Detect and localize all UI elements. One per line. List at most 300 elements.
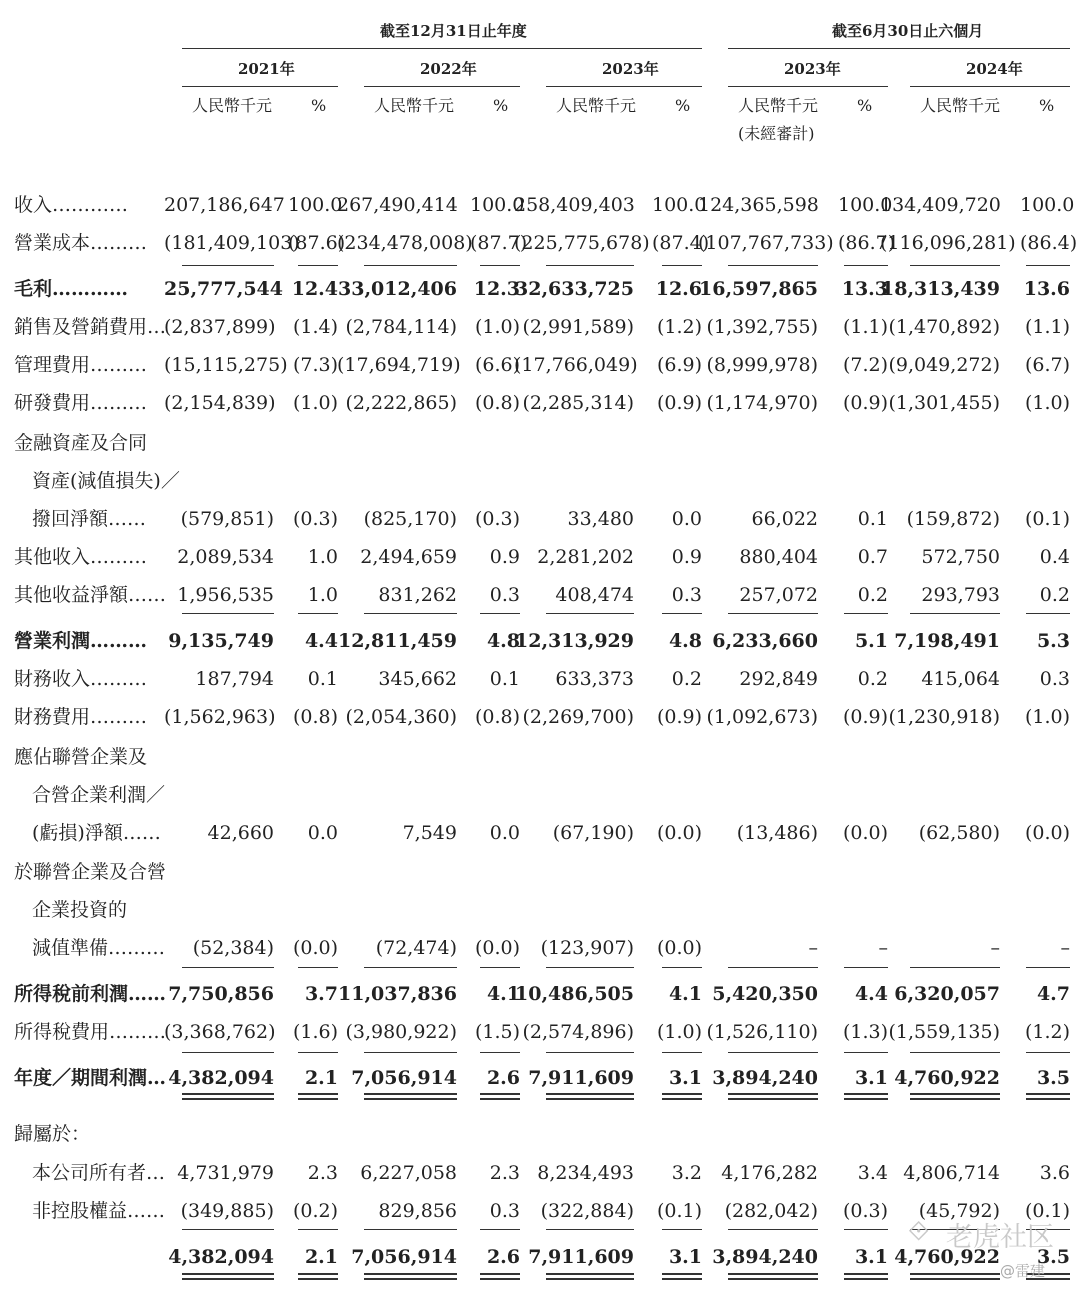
percent-cell: (0.0): [656, 937, 702, 959]
amount-cell: (3,980,922): [345, 1021, 457, 1043]
percent-cell: (87.7): [470, 232, 528, 254]
row-label: 財務收入………: [14, 668, 148, 690]
amount-cell: 831,262: [378, 584, 457, 606]
amount-cell: 7,750,856: [168, 983, 274, 1005]
amount-cell: 7,056,914: [351, 1067, 457, 1089]
total-double-rule: [546, 1273, 634, 1280]
total-double-rule: [910, 1273, 1000, 1280]
amount-cell: 32,633,725: [515, 278, 634, 300]
subtotal-rule: [910, 967, 1000, 968]
year-rule: [728, 86, 888, 87]
row-label: 營業成本………: [14, 232, 148, 254]
amount-cell: (123,907): [540, 937, 634, 959]
subtotal-rule: [728, 265, 818, 266]
amount-cell: (349,885): [180, 1200, 274, 1222]
percent-cell: (1.0): [1024, 706, 1070, 728]
percent-cell: 0.4: [1039, 546, 1070, 568]
percent-cell: 0.9: [671, 546, 702, 568]
amount-cell: (282,042): [724, 1200, 818, 1222]
percent-cell: 4.1: [486, 983, 520, 1005]
amount-cell: (2,269,700): [522, 706, 634, 728]
subtotal-rule: [910, 613, 1000, 614]
subtotal-rule: [1026, 967, 1070, 968]
row-label: 減值準備………: [32, 937, 166, 959]
year-header-2022: 2022年: [420, 60, 477, 78]
subtotal-rule: [1026, 613, 1070, 614]
percent-cell: (0.0): [292, 937, 338, 959]
total-double-rule: [662, 1093, 702, 1100]
percent-cell: 100.0: [470, 194, 525, 216]
amount-cell: 4,176,282: [721, 1162, 818, 1184]
row-label: 合營企業利潤／: [32, 784, 166, 806]
percent-cell: 3.1: [854, 1246, 888, 1268]
amount-cell: 12,313,929: [515, 630, 634, 652]
amount-cell: (2,837,899): [164, 316, 276, 338]
year-header-2024-half: 2024年: [966, 60, 1023, 78]
percent-cell: (0.0): [474, 937, 520, 959]
subtotal-rule: [844, 265, 888, 266]
percent-cell: 0.2: [671, 668, 702, 690]
amount-cell: (9,049,272): [888, 354, 1000, 376]
percent-cell: (0.3): [292, 508, 338, 530]
amount-cell: 6,233,660: [712, 630, 818, 652]
percent-cell: (0.1): [1024, 1200, 1070, 1222]
subtotal-rule: [182, 1052, 274, 1053]
amount-cell: 2,494,659: [360, 546, 457, 568]
percent-cell: (0.0): [1024, 822, 1070, 844]
unit-label: 人民幣千元: [556, 96, 637, 115]
amount-cell: (2,154,839): [164, 392, 276, 414]
percent-cell: 3.5: [1036, 1246, 1070, 1268]
subtotal-rule: [298, 967, 338, 968]
amount-cell: 408,474: [555, 584, 634, 606]
amount-cell: 880,404: [739, 546, 818, 568]
subtotal-rule: [662, 1052, 702, 1053]
percent-cell: 0.9: [489, 546, 520, 568]
subtotal-rule: [662, 265, 702, 266]
year-header-2021: 2021年: [238, 60, 295, 78]
amount-cell: (45,792): [918, 1200, 1000, 1222]
percent-cell: 0.3: [1039, 668, 1070, 690]
percent-cell: 2.6: [486, 1067, 520, 1089]
pct-label: %: [311, 96, 327, 115]
percent-cell: 2.1: [304, 1067, 338, 1089]
subtotal-rule: [298, 613, 338, 614]
amount-cell: (1,092,673): [706, 706, 818, 728]
amount-cell: 12,811,459: [338, 630, 457, 652]
pct-label: %: [857, 96, 873, 115]
subtotal-rule: [1026, 1052, 1070, 1053]
unit-label: 人民幣千元: [920, 96, 1001, 115]
pct-label: %: [493, 96, 509, 115]
percent-cell: (7.3): [292, 354, 338, 376]
total-double-rule: [728, 1093, 818, 1100]
subtotal-rule: [728, 613, 818, 614]
amount-cell: 187,794: [195, 668, 274, 690]
row-label: 歸屬於：: [14, 1123, 91, 1145]
percent-cell: –: [1060, 937, 1070, 959]
amount-cell: (15,115,275): [164, 354, 288, 376]
amount-cell: 42,660: [207, 822, 274, 844]
percent-cell: 13.3: [841, 278, 888, 300]
amount-cell: 3,894,240: [712, 1246, 818, 1268]
row-label: 財務費用………: [14, 706, 148, 728]
percent-cell: 4.8: [486, 630, 520, 652]
amount-cell: 829,856: [378, 1200, 457, 1222]
amount-cell: 5,420,350: [712, 983, 818, 1005]
amount-cell: –: [990, 937, 1000, 959]
amount-cell: 572,750: [921, 546, 1000, 568]
percent-cell: 0.1: [857, 508, 888, 530]
amount-cell: (17,694,719): [337, 354, 461, 376]
unit-label: 人民幣千元: [374, 96, 455, 115]
subtotal-rule: [546, 1052, 634, 1053]
subtotal-rule: [662, 613, 702, 614]
amount-cell: 7,911,609: [528, 1246, 634, 1268]
subtotal-rule: [844, 1052, 888, 1053]
percent-cell: 0.3: [489, 584, 520, 606]
subtotal-rule: [910, 265, 1000, 266]
percent-cell: 0.7: [857, 546, 888, 568]
total-double-rule: [910, 1093, 1000, 1100]
amount-cell: 7,198,491: [894, 630, 1000, 652]
subtotal-rule: [182, 613, 274, 614]
percent-cell: 3.7: [304, 983, 338, 1005]
row-label: 於聯營企業及合營: [14, 861, 167, 883]
amount-cell: 7,911,609: [528, 1067, 634, 1089]
total-double-rule: [728, 1273, 818, 1280]
percent-cell: 0.2: [857, 584, 888, 606]
amount-cell: (2,285,314): [522, 392, 634, 414]
total-double-rule: [364, 1093, 457, 1100]
amount-cell: (1,470,892): [888, 316, 1000, 338]
amount-cell: 4,731,979: [177, 1162, 274, 1184]
percent-cell: (0.9): [842, 392, 888, 414]
percent-cell: –: [878, 937, 888, 959]
row-label: 本公司所有者…: [32, 1162, 166, 1184]
amount-cell: 16,597,865: [699, 278, 818, 300]
unit-label: 人民幣千元: [192, 96, 273, 115]
percent-cell: (0.2): [292, 1200, 338, 1222]
total-double-rule: [480, 1093, 520, 1100]
percent-cell: 5.1: [854, 630, 888, 652]
percent-cell: (1.1): [1024, 316, 1070, 338]
subtotal-rule: [546, 967, 634, 968]
amount-cell: (1,301,455): [888, 392, 1000, 414]
year-rule: [546, 86, 702, 87]
amount-cell: 633,373: [555, 668, 634, 690]
percent-cell: 2.6: [486, 1246, 520, 1268]
percent-cell: 1.0: [307, 584, 338, 606]
amount-cell: (1,562,963): [164, 706, 276, 728]
amount-cell: 345,662: [378, 668, 457, 690]
percent-cell: (86.4): [1020, 232, 1078, 254]
total-double-rule: [1026, 1093, 1070, 1100]
amount-cell: (1,559,135): [888, 1021, 1000, 1043]
subtotal-rule: [298, 265, 338, 266]
amount-cell: 66,022: [751, 508, 818, 530]
percent-cell: 3.6: [1039, 1162, 1070, 1184]
percent-cell: 100.0: [1020, 194, 1075, 216]
amount-cell: 6,227,058: [360, 1162, 457, 1184]
amount-cell: 4,760,922: [894, 1067, 1000, 1089]
pct-label: %: [1039, 96, 1055, 115]
row-label: 收入…………: [14, 194, 129, 216]
percent-cell: 2.1: [304, 1246, 338, 1268]
amount-cell: (181,409,103): [164, 232, 300, 254]
subtotal-rule: [844, 1229, 888, 1230]
percent-cell: (6.9): [656, 354, 702, 376]
amount-cell: (1,230,918): [888, 706, 1000, 728]
percent-cell: (1.2): [1024, 1021, 1070, 1043]
row-label: 非控股權益……: [32, 1200, 166, 1222]
percent-cell: (0.3): [842, 1200, 888, 1222]
percent-cell: (0.1): [1024, 508, 1070, 530]
percent-cell: (1.5): [474, 1021, 520, 1043]
group-rule-half: [728, 48, 1070, 49]
percent-cell: (0.0): [842, 822, 888, 844]
amount-cell: (1,392,755): [706, 316, 818, 338]
percent-cell: 0.0: [489, 822, 520, 844]
amount-cell: (159,872): [906, 508, 1000, 530]
percent-cell: (0.8): [474, 706, 520, 728]
percent-cell: (0.1): [656, 1200, 702, 1222]
amount-cell: (2,574,896): [522, 1021, 634, 1043]
percent-cell: 3.2: [671, 1162, 702, 1184]
row-label: 研發費用………: [14, 392, 148, 414]
watermark-text: 老虎社区: [946, 1222, 1054, 1253]
row-label: 其他收益淨額……: [14, 584, 167, 606]
total-double-rule: [546, 1093, 634, 1100]
amount-cell: (116,096,281): [880, 232, 1016, 254]
subtotal-rule: [364, 265, 457, 266]
percent-cell: (0.3): [474, 508, 520, 530]
subtotal-rule: [182, 1229, 274, 1230]
subtotal-rule: [844, 613, 888, 614]
year-header-2023: 2023年: [602, 60, 659, 78]
amount-cell: (3,368,762): [164, 1021, 276, 1043]
amount-cell: 33,480: [567, 508, 634, 530]
percent-cell: 4.8: [668, 630, 702, 652]
subtotal-rule: [298, 1052, 338, 1053]
amount-cell: 6,320,057: [894, 983, 1000, 1005]
amount-cell: (579,851): [180, 508, 274, 530]
group-rule-annual: [182, 48, 702, 49]
percent-cell: 4.4: [854, 983, 888, 1005]
amount-cell: (2,222,865): [345, 392, 457, 414]
subtotal-rule: [480, 265, 520, 266]
amount-cell: 18,313,439: [881, 278, 1000, 300]
subtotal-rule: [844, 967, 888, 968]
subtotal-rule: [662, 1229, 702, 1230]
subtotal-rule: [1026, 265, 1070, 266]
year-rule: [182, 86, 338, 87]
percent-cell: (6.7): [1024, 354, 1070, 376]
amount-cell: (1,526,110): [706, 1021, 818, 1043]
amount-cell: (8,999,978): [706, 354, 818, 376]
row-label: 毛利…………: [14, 278, 129, 300]
amount-cell: 292,849: [739, 668, 818, 690]
amount-cell: (107,767,733): [698, 232, 834, 254]
percent-cell: (1.0): [656, 1021, 702, 1043]
percent-cell: 5.3: [1036, 630, 1070, 652]
amount-cell: (13,486): [736, 822, 818, 844]
watermark-author: @雷建: [1000, 1262, 1046, 1280]
subtotal-rule: [364, 967, 457, 968]
amount-cell: 207,186,647: [164, 194, 285, 216]
total-double-rule: [182, 1093, 274, 1100]
percent-cell: 0.0: [307, 822, 338, 844]
percent-cell: (0.8): [292, 706, 338, 728]
row-label: 銷售及營銷費用…: [14, 316, 167, 338]
percent-cell: (1.2): [656, 316, 702, 338]
subtotal-rule: [480, 613, 520, 614]
percent-cell: (86.7): [838, 232, 896, 254]
percent-cell: 3.5: [1036, 1067, 1070, 1089]
percent-cell: 0.3: [671, 584, 702, 606]
amount-cell: 3,894,240: [712, 1067, 818, 1089]
percent-cell: 0.1: [307, 668, 338, 690]
amount-cell: (322,884): [540, 1200, 634, 1222]
amount-cell: 257,072: [739, 584, 818, 606]
subtotal-rule: [298, 1229, 338, 1230]
percent-cell: (1.1): [842, 316, 888, 338]
amount-cell: 415,064: [921, 668, 1000, 690]
year-rule: [364, 86, 520, 87]
amount-cell: 4,382,094: [168, 1246, 274, 1268]
percent-cell: (6.6): [474, 354, 520, 376]
unit-label: 人民幣千元: [738, 96, 819, 115]
percent-cell: 3.1: [668, 1067, 702, 1089]
amount-cell: (225,775,678): [514, 232, 650, 254]
subtotal-rule: [480, 1229, 520, 1230]
percent-cell: 2.3: [307, 1162, 338, 1184]
amount-cell: 258,409,403: [514, 194, 635, 216]
row-label: 所得稅費用………: [14, 1021, 167, 1043]
row-label: 資產(減值損失)／: [32, 470, 180, 492]
amount-cell: 11,037,836: [338, 983, 457, 1005]
percent-cell: (0.9): [656, 392, 702, 414]
watermark-logo-icon: ⟐: [908, 1216, 930, 1247]
percent-cell: (87.6): [288, 232, 346, 254]
row-label: 年度／期間利潤…: [14, 1067, 167, 1089]
row-label: (虧損)淨額……: [32, 822, 161, 844]
percent-cell: 12.4: [291, 278, 338, 300]
percent-cell: 100.0: [288, 194, 343, 216]
amount-cell: 4,806,714: [903, 1162, 1000, 1184]
amount-cell: (17,766,049): [514, 354, 638, 376]
group-header-half: 截至6月30日止六個月: [832, 22, 984, 40]
subtotal-rule: [364, 1052, 457, 1053]
amount-cell: (2,054,360): [345, 706, 457, 728]
percent-cell: (1.0): [1024, 392, 1070, 414]
subtotal-rule: [728, 967, 818, 968]
percent-cell: 0.1: [489, 668, 520, 690]
percent-cell: (0.0): [656, 822, 702, 844]
amount-cell: 2,089,534: [177, 546, 274, 568]
percent-cell: 3.1: [668, 1246, 702, 1268]
total-double-rule: [844, 1273, 888, 1280]
row-label: 金融資產及合同: [14, 432, 148, 454]
total-double-rule: [662, 1273, 702, 1280]
amount-cell: 7,056,914: [351, 1246, 457, 1268]
percent-cell: 2.3: [489, 1162, 520, 1184]
percent-cell: 0.0: [671, 508, 702, 530]
subtotal-rule: [728, 1052, 818, 1053]
amount-cell: (1,174,970): [706, 392, 818, 414]
row-label: 管理費用………: [14, 354, 148, 376]
percent-cell: 100.0: [838, 194, 893, 216]
percent-cell: 12.3: [473, 278, 520, 300]
amount-cell: 8,234,493: [537, 1162, 634, 1184]
percent-cell: 1.0: [307, 546, 338, 568]
row-label: 撥回淨額……: [32, 508, 147, 530]
amount-cell: 7,549: [402, 822, 457, 844]
group-header-annual: 截至12月31日止年度: [380, 22, 527, 40]
amount-cell: (2,991,589): [522, 316, 634, 338]
percent-cell: 4.4: [304, 630, 338, 652]
total-double-rule: [298, 1273, 338, 1280]
total-double-rule: [480, 1273, 520, 1280]
amount-cell: (62,580): [918, 822, 1000, 844]
percent-cell: (87.4): [652, 232, 710, 254]
percent-cell: 12.6: [655, 278, 702, 300]
subtotal-rule: [480, 1052, 520, 1053]
percent-cell: (1.0): [292, 392, 338, 414]
percent-cell: 3.4: [857, 1162, 888, 1184]
subtotal-rule: [480, 967, 520, 968]
percent-cell: (0.9): [656, 706, 702, 728]
subtotal-rule: [662, 967, 702, 968]
percent-cell: 0.2: [857, 668, 888, 690]
amount-cell: (825,170): [363, 508, 457, 530]
percent-cell: (0.8): [474, 392, 520, 414]
percent-cell: (1.0): [474, 316, 520, 338]
percent-cell: 0.2: [1039, 584, 1070, 606]
year-rule: [910, 86, 1070, 87]
percent-cell: 13.6: [1023, 278, 1070, 300]
percent-cell: 3.1: [854, 1067, 888, 1089]
subtotal-rule: [182, 265, 274, 266]
subtotal-rule: [546, 613, 634, 614]
percent-cell: 0.3: [489, 1200, 520, 1222]
subtotal-rule: [182, 967, 274, 968]
amount-cell: (2,784,114): [345, 316, 457, 338]
subtotal-rule: [728, 1229, 818, 1230]
percent-cell: (0.9): [842, 706, 888, 728]
amount-cell: 4,760,922: [894, 1246, 1000, 1268]
total-double-rule: [182, 1273, 274, 1280]
amount-cell: 293,793: [921, 584, 1000, 606]
amount-cell: –: [808, 937, 818, 959]
amount-cell: 267,490,414: [337, 194, 458, 216]
amount-cell: (72,474): [375, 937, 457, 959]
percent-cell: (7.2): [842, 354, 888, 376]
percent-cell: 4.7: [1036, 983, 1070, 1005]
amount-cell: 25,777,544: [164, 278, 283, 300]
percent-cell: (1.6): [292, 1021, 338, 1043]
subtotal-rule: [546, 1229, 634, 1230]
amount-cell: 4,382,094: [168, 1067, 274, 1089]
amount-cell: 10,486,505: [515, 983, 634, 1005]
amount-cell: (67,190): [552, 822, 634, 844]
unaudited-note: (未經審計): [738, 124, 815, 143]
total-double-rule: [364, 1273, 457, 1280]
row-label: 應佔聯營企業及: [14, 746, 148, 768]
amount-cell: (234,478,008): [337, 232, 473, 254]
total-double-rule: [844, 1093, 888, 1100]
amount-cell: 1,956,535: [177, 584, 274, 606]
